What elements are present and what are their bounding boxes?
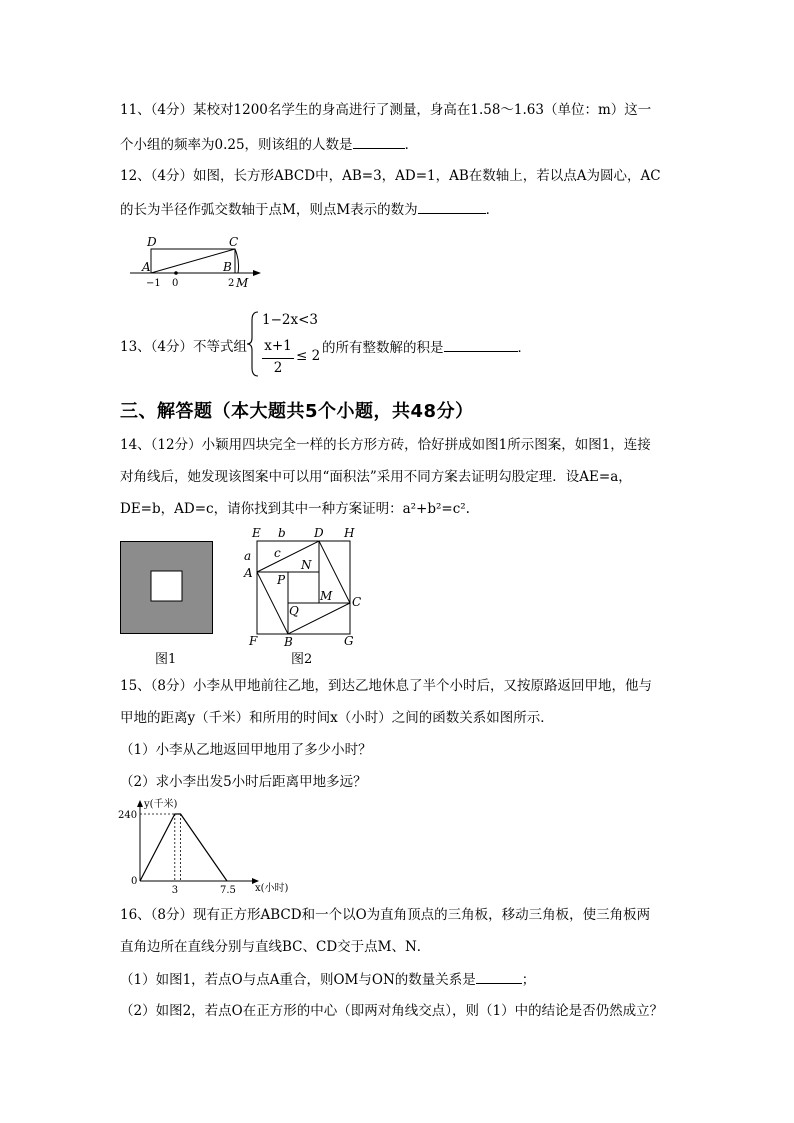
tick-two: 2 bbox=[228, 278, 235, 289]
q16-sub1: （1）如图1，若点O与点A重合，则OM与ON的数量关系是 bbox=[120, 972, 476, 988]
q12-line2 bbox=[120, 199, 680, 220]
q13-suffix: 的所有整数解的积是 bbox=[322, 340, 444, 356]
q12-answer-blank bbox=[418, 199, 486, 214]
q13-end: ． bbox=[517, 340, 531, 356]
q14-line1: 14、（12分）小颖用四块完全一样的长方形方砖，恰好拼成如图1所示图案，如图1，连接 bbox=[120, 437, 651, 453]
y-axis-label: y(千米) bbox=[144, 799, 178, 810]
q11-answer-blank bbox=[353, 134, 405, 149]
q13-suffix-line bbox=[322, 337, 622, 358]
fig1-caption: 图1 bbox=[155, 652, 177, 667]
q14-figure-2 bbox=[240, 524, 370, 650]
x-axis-label: x(小时) bbox=[255, 883, 289, 894]
q16-sub1-end: ； bbox=[521, 972, 536, 988]
x-tick-0: 0 bbox=[131, 876, 138, 887]
q15-sub2: （2）求小李出发5小时后距离甲地多远？ bbox=[120, 774, 367, 790]
f2-label-c-side: c bbox=[274, 546, 281, 560]
q15-line1: 15、（8分）小李从甲地前往乙地，到达乙地休息了半个小时后，又按原路返回甲地，他与 bbox=[120, 678, 653, 694]
f2-label-b: B bbox=[284, 635, 293, 649]
q13-prefix: 13、（4分）不等式组 bbox=[120, 339, 248, 355]
origin-dot bbox=[174, 271, 178, 275]
f2-label-e: E bbox=[252, 526, 261, 540]
arc-to-m bbox=[235, 249, 239, 273]
q16-sub1-line bbox=[120, 969, 680, 990]
outer-square bbox=[257, 541, 350, 634]
q15-sub1: （1）小李从乙地返回甲地用了多少小时？ bbox=[120, 742, 372, 758]
q15-distance-time-chart bbox=[118, 793, 298, 897]
inner-square bbox=[257, 541, 350, 634]
f2-label-b-side: b bbox=[278, 526, 286, 540]
inequality-2-relation: ≤ 2 bbox=[296, 348, 321, 364]
f2-label-c: C bbox=[352, 595, 362, 609]
fraction-denominator: 2 bbox=[273, 360, 283, 376]
f2-label-a: A bbox=[244, 566, 253, 580]
label-a: A bbox=[142, 260, 151, 274]
f2-label-a-side: a bbox=[244, 549, 252, 563]
q14-figure-1 bbox=[120, 541, 213, 634]
label-c: C bbox=[229, 235, 239, 249]
q11-line2 bbox=[120, 134, 680, 155]
x-tick-2: 7.5 bbox=[220, 885, 236, 896]
x-tick-1: 3 bbox=[171, 885, 179, 896]
q12-text: 的长为半径作弧交数轴于点M，则点M表示的数为 bbox=[120, 202, 418, 218]
tick-zero: 0 bbox=[172, 278, 179, 289]
q12-figure bbox=[120, 228, 270, 290]
q11-end: ． bbox=[404, 137, 419, 153]
f2-label-p: P bbox=[277, 573, 286, 587]
q11-text: 个小组的频率为0.25，则该组的人数是 bbox=[120, 137, 353, 153]
q16-answer-blank bbox=[476, 969, 522, 984]
fraction-numerator: x+1 bbox=[264, 338, 292, 354]
inequality-1: 1−2x<3 bbox=[262, 312, 319, 328]
fig2-caption: 图2 bbox=[291, 652, 313, 667]
f2-label-f: F bbox=[249, 634, 258, 648]
f2-label-n: N bbox=[301, 558, 312, 572]
label-m: M bbox=[236, 276, 249, 290]
f2-label-d: D bbox=[314, 526, 324, 540]
f2-label-m: M bbox=[320, 589, 333, 603]
series-line bbox=[140, 814, 227, 881]
f2-label-g: G bbox=[344, 634, 354, 648]
label-d: D bbox=[147, 235, 157, 249]
label-b: B bbox=[223, 260, 232, 274]
q14-line2: 对角线后，她发现该图案中可以用“面积法”采用不同方案去证明勾股定理．设AE=a， bbox=[120, 469, 632, 485]
f2-label-q: Q bbox=[289, 604, 299, 618]
q15-line2: 甲地的距离y（千米）和所用的时间x（小时）之间的函数关系如图所示． bbox=[120, 710, 554, 726]
q13-answer-blank bbox=[444, 337, 518, 352]
q16-line2: 直角边所在直线分别与直线BC、CD交于点M、N． bbox=[120, 939, 431, 955]
section-title: 三、解答题（本大题共5个小题，共48分） bbox=[120, 401, 474, 422]
q16-sub2: （2）如图2，若点O在正方形的中心（即两对角线交点），则（1）中的结论是否仍然成立？ bbox=[120, 1003, 664, 1019]
y-tick-0: 240 bbox=[118, 810, 138, 821]
f2-label-h: H bbox=[344, 526, 355, 540]
system-brace bbox=[246, 310, 260, 378]
q12-line1: 12、（4分）如图，长方形ABCD中，AB=3，AD=1，AB在数轴上，若以点A为圆心，AC bbox=[120, 168, 661, 184]
q14-line3: DE=b，AD=c，请你找到其中一种方案证明：a²+b²=c². bbox=[120, 501, 470, 517]
fraction-bar bbox=[262, 358, 294, 359]
q11-line1: 11、（4分）某校对1200名学生的身高进行了测量，身高在1.58～1.63（单位：m）这一 bbox=[120, 102, 652, 118]
tick-neg1: −1 bbox=[146, 278, 161, 289]
q16-line1: 16、（8分）现有正方形ABCD和一个以O为直角顶点的三角板，移动三角板，使三角板两 bbox=[120, 907, 651, 923]
q12-end: ． bbox=[485, 202, 500, 218]
